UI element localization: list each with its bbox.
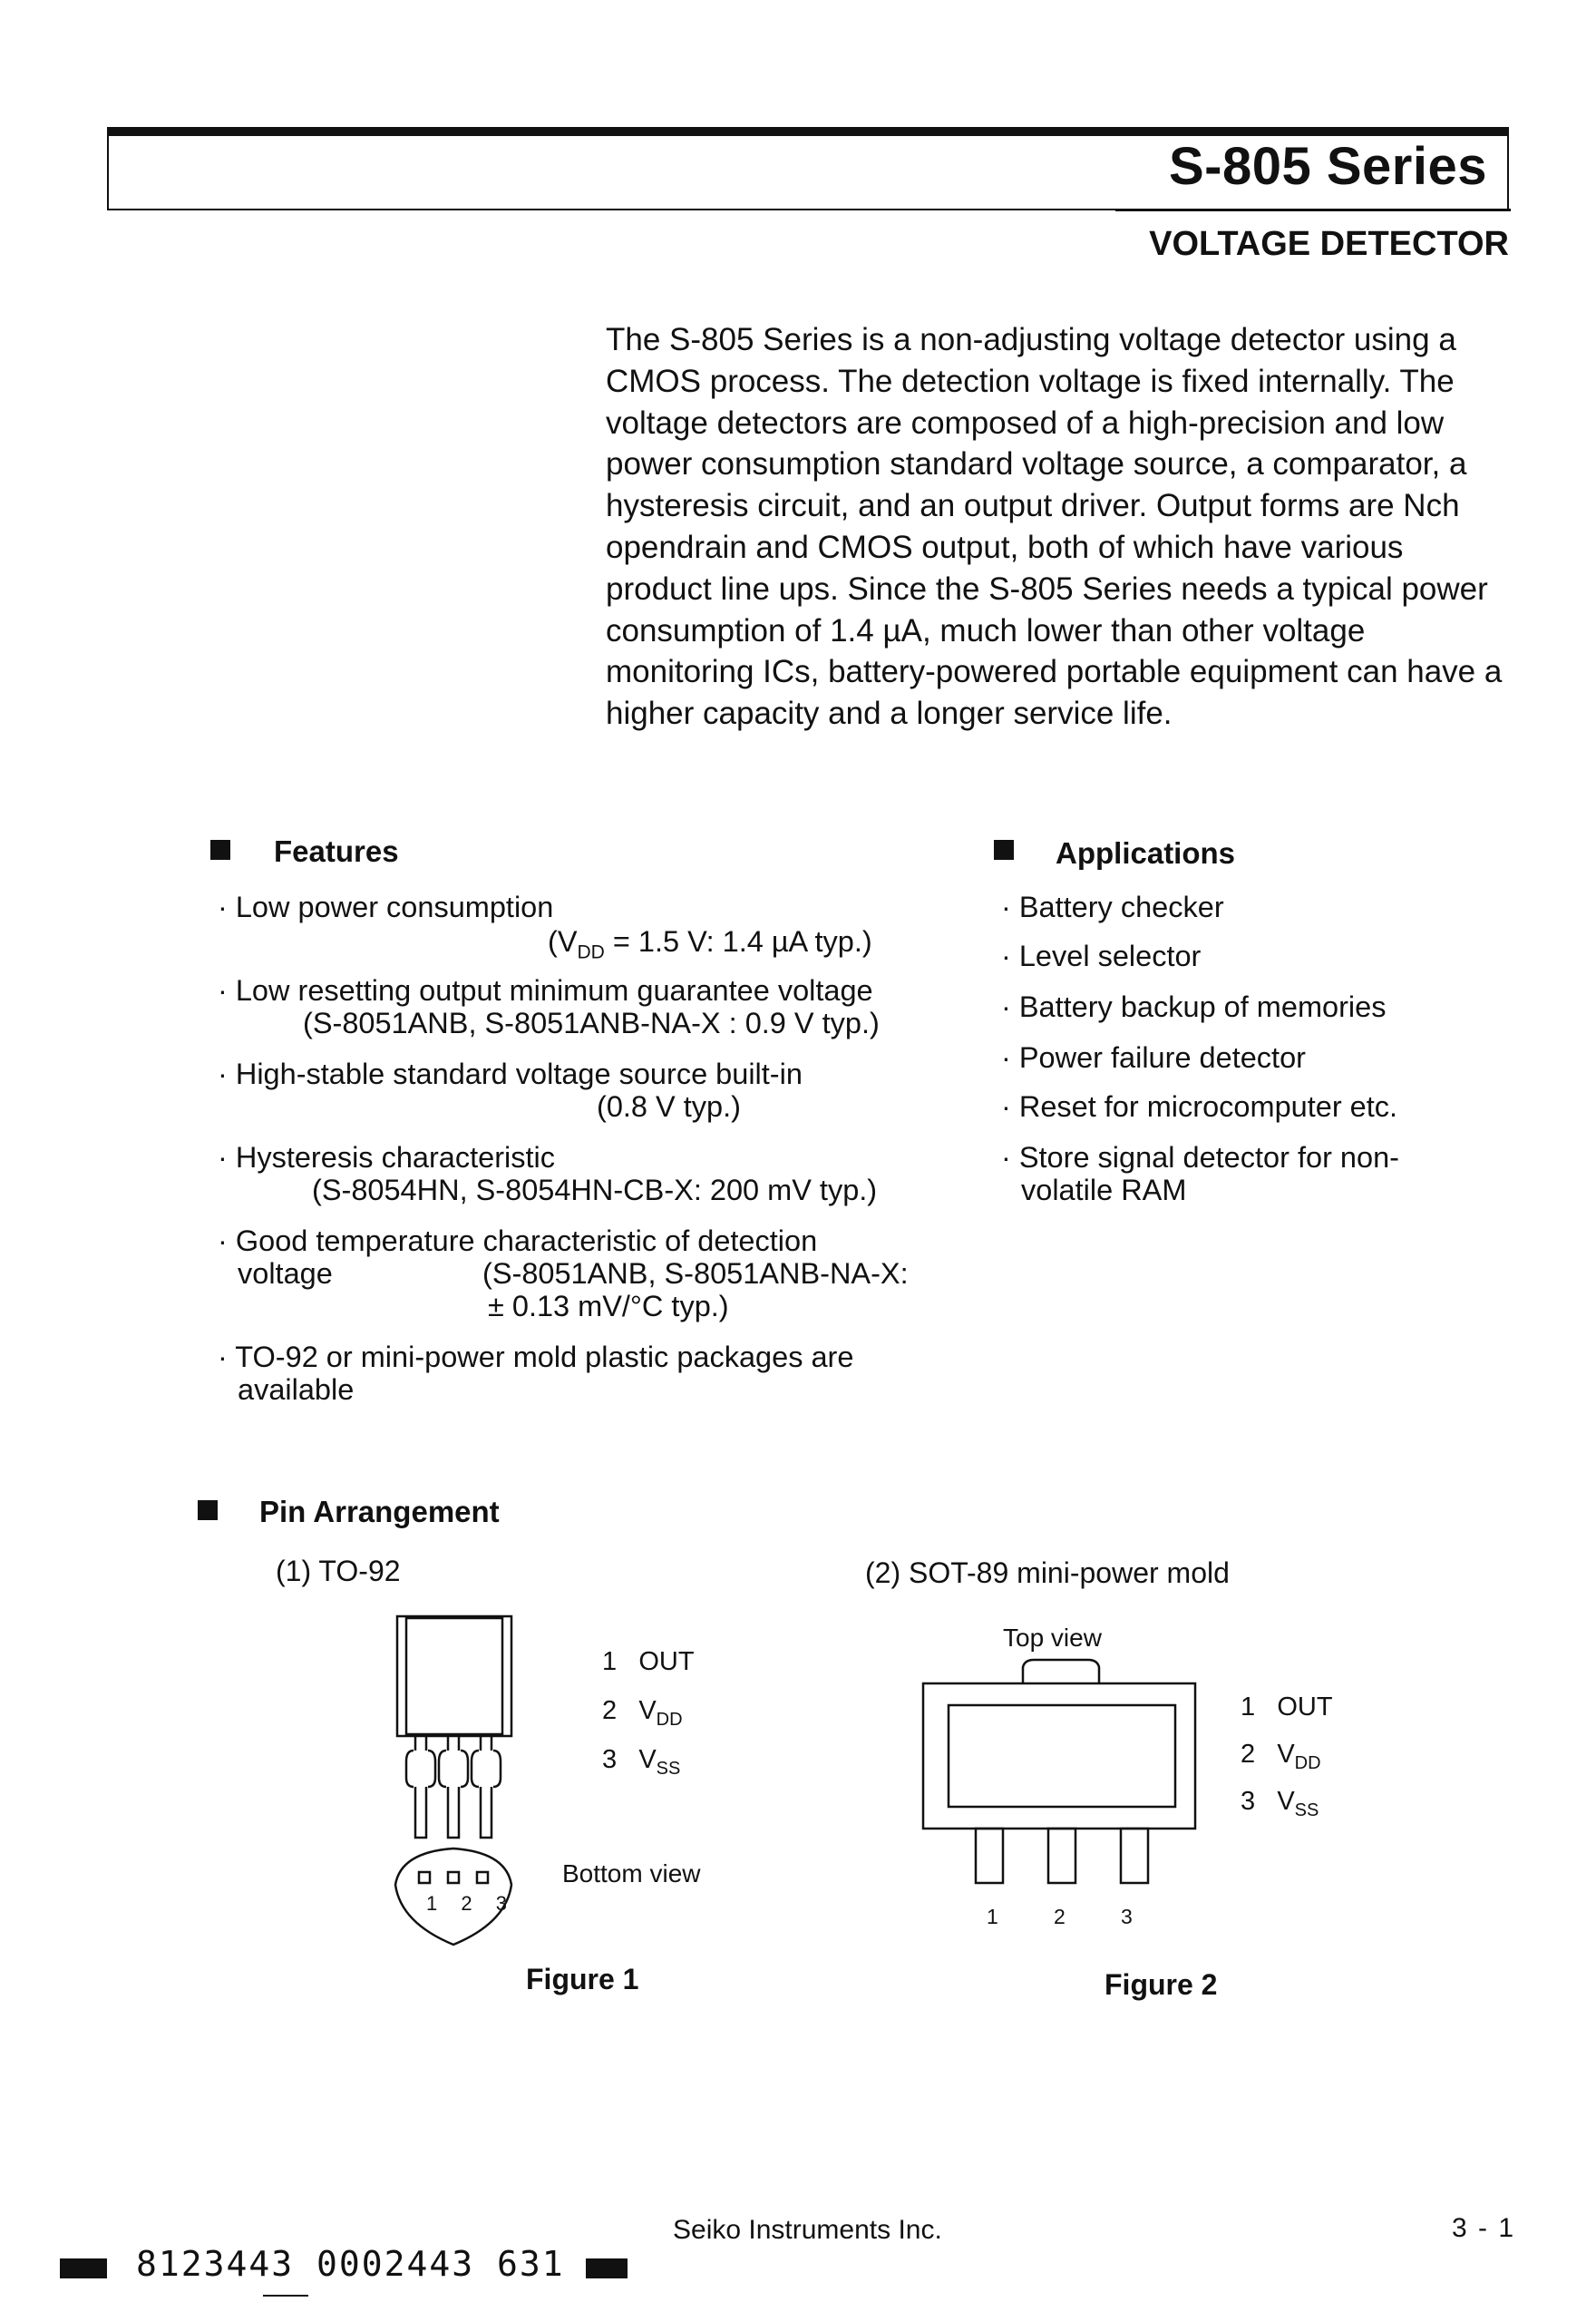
to92-label: (1) TO-92 [276, 1555, 401, 1587]
feature-item: · High-stable standard voltage source built-in [218, 1058, 803, 1090]
footer-tick [263, 2295, 308, 2297]
sot89-pin-number: 3 [1121, 1905, 1133, 1928]
sot89-pin-2: 2 $V_{DD}$ [1241, 1740, 1321, 1773]
applications-heading: Applications [1056, 836, 1236, 870]
series-title: S-805 Series [1168, 137, 1487, 196]
figure-1-caption: Figure 1 [526, 1963, 639, 1995]
application-item: · Reset for microcomputer etc. [1001, 1090, 1398, 1123]
feature-sub: (0.8 V typ.) [597, 1090, 741, 1123]
feature-sub: ($V_{DD} = 1.5$ V: 1.4 µA typ.) [548, 925, 872, 963]
sot89-pin-number: 2 [1054, 1905, 1066, 1928]
footer-company: Seiko Instruments Inc. [673, 2215, 942, 2245]
barcode-block-left [60, 2258, 107, 2278]
figure-2-caption: Figure 2 [1105, 1968, 1218, 2001]
features-heading: Features [274, 834, 399, 868]
pin-arrangement-heading: Pin Arrangement [259, 1495, 500, 1528]
applications-bullet [994, 840, 1014, 860]
title-rule [1115, 209, 1511, 211]
sot89-package-drawing [916, 1654, 1202, 1899]
feature-sub: available [238, 1373, 355, 1406]
feature-sub: (S-8054HN, S-8054HN-CB-X: 200 mV typ.) [312, 1174, 878, 1206]
to92-pin-digits: 1 2 3 [426, 1892, 516, 1915]
sot89-pin-1: 1 OUT [1241, 1692, 1333, 1722]
intro-paragraph: The S-805 Series is a non-adjusting voltage detector using a CMOS process. The detection voltage is fixed internally. The voltage detectors are composed of a high-precision and low power consumption standard voltage source, a comparator, a hysteresis circuit, and an output driver. Output forms are Nch opendrain and CMOS output, both of which have various product line ups. Since the S-805 Series needs a typical power consumption of 1.4 µA, much lower than other voltage monitoring ICs, battery-powered portable equipment can have a higher capacity and a longer service life. [606, 322, 1503, 732]
to92-pin-3: 3 $V_{SS}$ [602, 1745, 681, 1779]
application-item: · Battery checker [1001, 891, 1224, 923]
pin-arrangement-bullet [198, 1500, 218, 1520]
feature-item: · Low power consumption [218, 891, 554, 923]
feature-item: · Low resetting output minimum guarantee voltage [218, 974, 873, 1007]
barcode-block-right [586, 2258, 628, 2278]
features-bullet [210, 840, 230, 860]
application-item: · Battery backup of memories [1001, 990, 1387, 1023]
feature-item: · Good temperature characteristic of detection [218, 1224, 818, 1257]
feature-sub: (S-8051ANB, S-8051ANB-NA-X : 0.9 V typ.) [303, 1007, 880, 1039]
application-item: volatile RAM [1021, 1174, 1187, 1206]
application-item: · Store signal detector for non- [1001, 1141, 1399, 1174]
barcode-text: 8123443 0002443 631 [136, 2244, 565, 2284]
feature-item: · Hysteresis characteristic [218, 1141, 556, 1174]
page-number: 3 - 1 [1452, 2213, 1516, 2243]
sot89-pin-3: 3 $V_{SS}$ [1241, 1787, 1319, 1820]
sot89-pin-number: 1 [987, 1905, 998, 1928]
feature-sub: voltage [238, 1257, 333, 1290]
subtitle: VOLTAGE DETECTOR [1149, 225, 1509, 263]
to92-pin-1: 1 OUT [602, 1647, 695, 1676]
feature-item: · TO-92 or mini-power mold plastic packages are [218, 1341, 854, 1373]
top-view-label: Top view [1003, 1624, 1102, 1652]
application-item: · Level selector [1001, 940, 1202, 972]
feature-sub: (S-8051ANB, S-8051ANB-NA-X: [482, 1257, 909, 1290]
feature-sub: ± 0.13 mV/°C typ.) [488, 1290, 729, 1322]
application-item: · Power failure detector [1001, 1041, 1306, 1074]
to92-pin-2: 2 $V_{DD}$ [602, 1696, 683, 1730]
bottom-view-label: Bottom view [562, 1859, 701, 1887]
sot89-label: (2) SOT-89 mini-power mold [865, 1556, 1230, 1589]
